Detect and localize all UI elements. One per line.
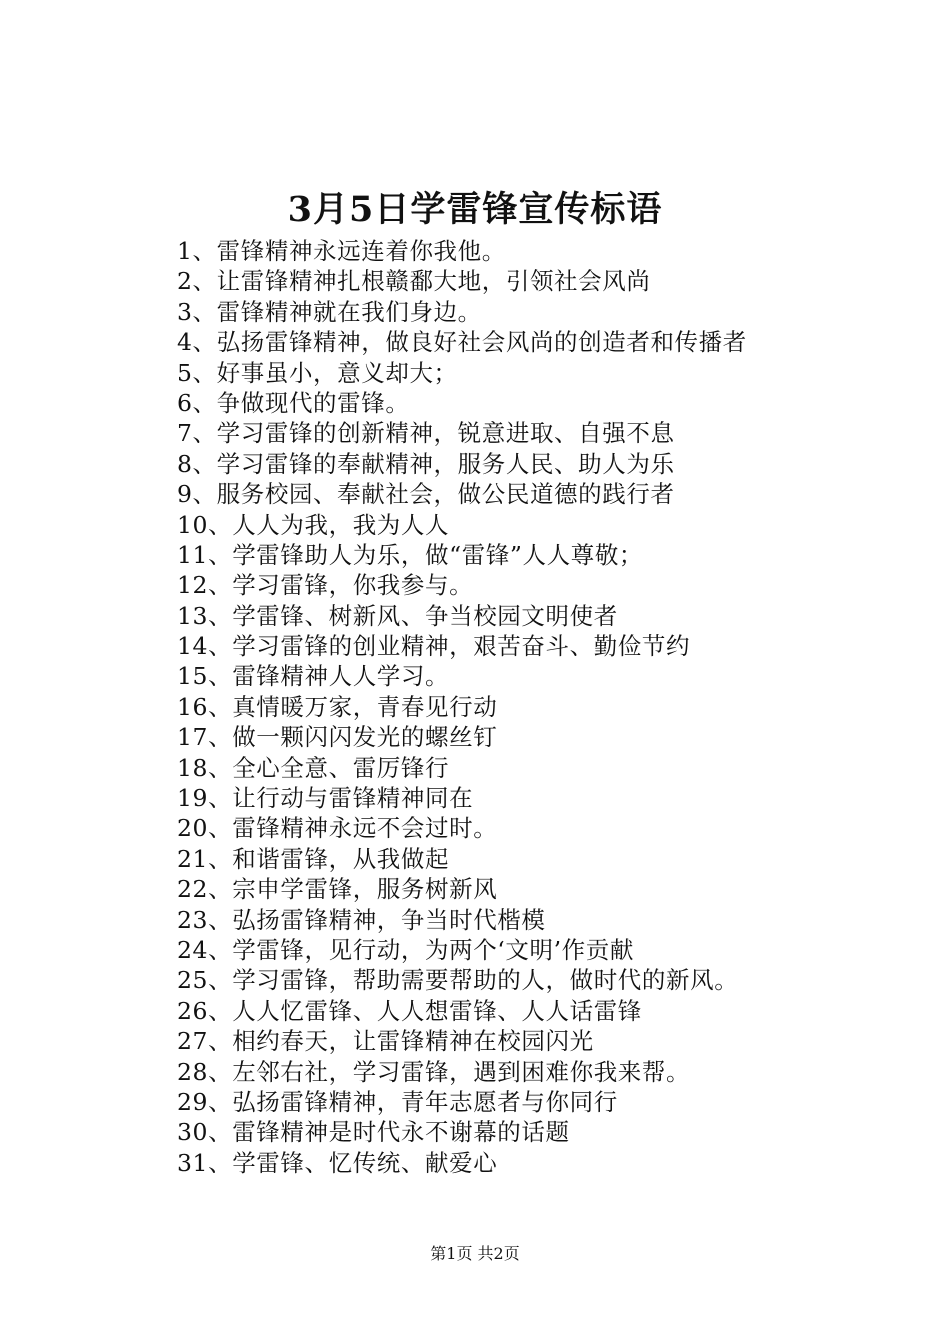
page-title: 3月5日学雷锋宣传标语 xyxy=(287,189,663,230)
list-item: 11、学雷锋助人为乐，做“雷锋”人人尊敬； xyxy=(177,540,644,569)
list-item: 20、雷锋精神永远不会过时。 xyxy=(177,814,498,843)
list-item: 13、学雷锋、树新风、争当校园文明使者 xyxy=(177,601,618,630)
list-item: 18、全心全意、雷厉锋行 xyxy=(177,753,450,782)
list-item: 12、学习雷锋，你我参与。 xyxy=(177,571,474,600)
list-item: 29、弘扬雷锋精神，青年志愿者与你同行 xyxy=(177,1087,618,1116)
list-item: 17、做一颗闪闪发光的螺丝钉 xyxy=(177,723,498,752)
list-item: 6、争做现代的雷锋。 xyxy=(177,388,410,417)
list-item: 16、真情暖万家，青春见行动 xyxy=(177,692,498,721)
list-item: 26、人人忆雷锋、人人想雷锋、人人话雷锋 xyxy=(177,996,642,1025)
list-item: 28、左邻右社，学习雷锋，遇到困难你我来帮。 xyxy=(177,1057,691,1086)
list-item: 9、服务校园、奉献社会，做公民道德的践行者 xyxy=(177,480,675,509)
list-item: 10、人人为我，我为人人 xyxy=(177,510,450,539)
list-item: 1、雷锋精神永远连着你我他。 xyxy=(177,237,506,265)
list-item: 4、弘扬雷锋精神，做良好社会风尚的创造者和传播者 xyxy=(177,328,747,357)
list-item: 30、雷锋精神是时代永不谢幕的话题 xyxy=(177,1118,570,1147)
list-item: 8、学习雷锋的奉献精神，服务人民、助人为乐 xyxy=(177,449,675,478)
list-item: 2、让雷锋精神扎根赣鄱大地，引领社会风尚 xyxy=(177,267,651,296)
list-item: 15、雷锋精神人人学习。 xyxy=(177,662,450,691)
list-item: 14、学习雷锋的创业精神，艰苦奋斗、勤俭节约 xyxy=(177,632,691,661)
list-item: 5、好事虽小，意义却大； xyxy=(177,358,458,387)
list-item: 27、相约春天，让雷锋精神在校园闪光 xyxy=(177,1027,594,1056)
list-item: 23、弘扬雷锋精神，争当时代楷模 xyxy=(177,905,546,934)
list-item: 24、学雷锋，见行动，为两个‘文明’作贡献 xyxy=(177,935,634,964)
list-item: 22、宗申学雷锋，服务树新风 xyxy=(177,875,498,904)
slogan-list xyxy=(177,236,897,1178)
list-item: 25、学习雷锋，帮助需要帮助的人，做时代的新风。 xyxy=(177,966,739,995)
page-footer: 第1页 共2页 xyxy=(430,1244,520,1263)
list-item: 3、雷锋精神就在我们身边。 xyxy=(177,297,482,326)
list-item: 21、和谐雷锋，从我做起 xyxy=(177,844,450,873)
list-item: 7、学习雷锋的创新精神，锐意进取、自强不息 xyxy=(177,419,675,448)
list-item: 19、让行动与雷锋精神同在 xyxy=(177,784,474,813)
list-item: 31、学雷锋、忆传统、献爱心 xyxy=(177,1148,498,1177)
